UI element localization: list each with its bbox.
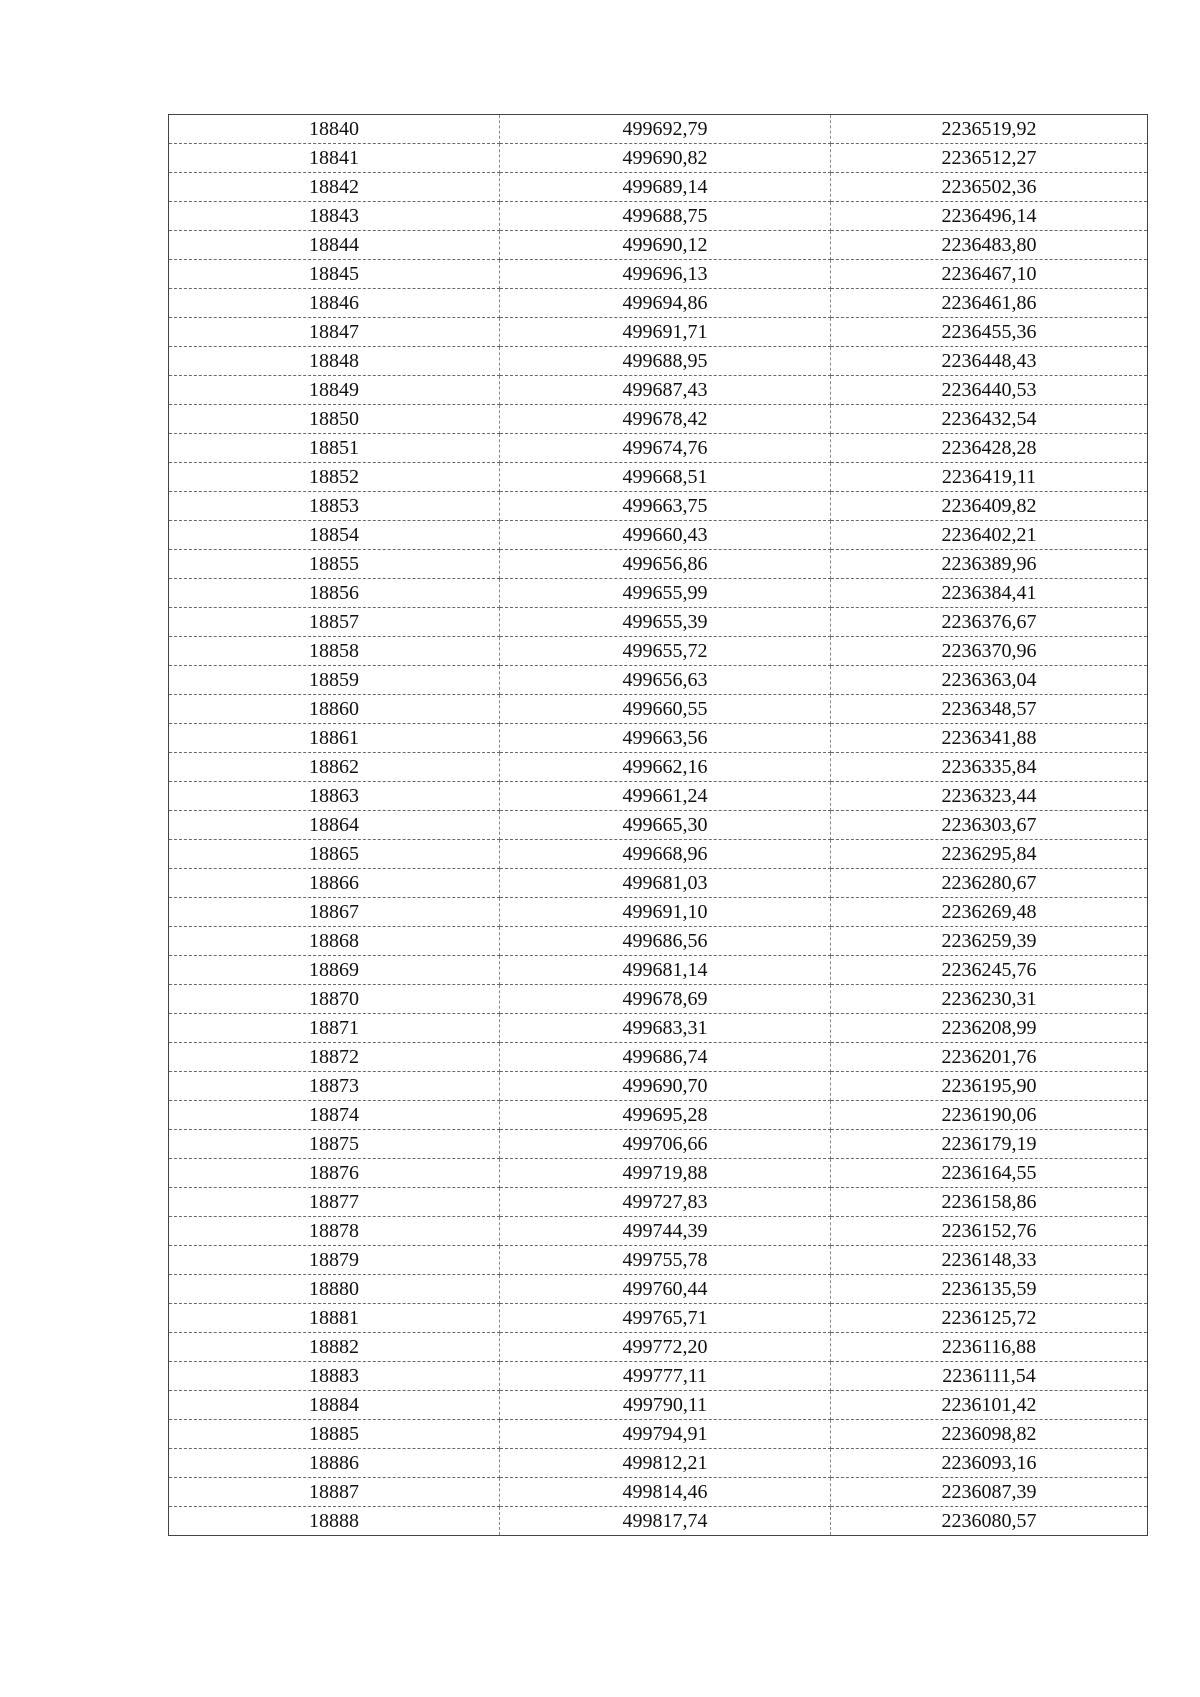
- x-coordinate-cell: 499692,79: [500, 115, 831, 144]
- y-coordinate-cell: 2236376,67: [831, 608, 1148, 637]
- x-coordinate-cell: 499691,10: [500, 898, 831, 927]
- table-row: [169, 1072, 1148, 1101]
- y-coordinate-cell: 2236148,33: [831, 1246, 1148, 1275]
- table-row: [169, 115, 1148, 144]
- point-number-cell: 18878: [169, 1217, 500, 1246]
- table-row: [169, 869, 1148, 898]
- point-number-cell: 18855: [169, 550, 500, 579]
- x-coordinate-cell: 499662,16: [500, 753, 831, 782]
- point-number-cell: 18860: [169, 695, 500, 724]
- point-number-cell: 18874: [169, 1101, 500, 1130]
- x-coordinate-cell: 499655,99: [500, 579, 831, 608]
- y-coordinate-cell: 2236461,86: [831, 289, 1148, 318]
- table-row: [169, 1130, 1148, 1159]
- y-coordinate-cell: 2236384,41: [831, 579, 1148, 608]
- x-coordinate-cell: 499674,76: [500, 434, 831, 463]
- point-number-cell: 18886: [169, 1449, 500, 1478]
- table-row: [169, 608, 1148, 637]
- x-coordinate-cell: 499656,63: [500, 666, 831, 695]
- y-coordinate-cell: 2236363,04: [831, 666, 1148, 695]
- x-coordinate-cell: 499772,20: [500, 1333, 831, 1362]
- x-coordinate-cell: 499686,56: [500, 927, 831, 956]
- table-row: [169, 1246, 1148, 1275]
- table-row: [169, 521, 1148, 550]
- point-number-cell: 18864: [169, 811, 500, 840]
- point-number-cell: 18875: [169, 1130, 500, 1159]
- x-coordinate-cell: 499668,96: [500, 840, 831, 869]
- point-number-cell: 18867: [169, 898, 500, 927]
- coordinates-table: [168, 114, 1148, 1536]
- table-row: [169, 231, 1148, 260]
- table-row: [169, 1043, 1148, 1072]
- x-coordinate-cell: 499690,70: [500, 1072, 831, 1101]
- y-coordinate-cell: 2236370,96: [831, 637, 1148, 666]
- point-number-cell: 18872: [169, 1043, 500, 1072]
- table-row: [169, 1449, 1148, 1478]
- table-row: [169, 898, 1148, 927]
- y-coordinate-cell: 2236269,48: [831, 898, 1148, 927]
- point-number-cell: 18848: [169, 347, 500, 376]
- point-number-cell: 18880: [169, 1275, 500, 1304]
- coordinates-table-body: [169, 115, 1148, 1536]
- y-coordinate-cell: 2236280,67: [831, 869, 1148, 898]
- table-row: [169, 1014, 1148, 1043]
- y-coordinate-cell: 2236164,55: [831, 1159, 1148, 1188]
- point-number-cell: 18852: [169, 463, 500, 492]
- point-number-cell: 18879: [169, 1246, 500, 1275]
- y-coordinate-cell: 2236087,39: [831, 1478, 1148, 1507]
- table-row: [169, 1362, 1148, 1391]
- point-number-cell: 18859: [169, 666, 500, 695]
- x-coordinate-cell: 499817,74: [500, 1507, 831, 1536]
- x-coordinate-cell: 499655,72: [500, 637, 831, 666]
- point-number-cell: 18856: [169, 579, 500, 608]
- x-coordinate-cell: 499655,39: [500, 608, 831, 637]
- point-number-cell: 18873: [169, 1072, 500, 1101]
- point-number-cell: 18844: [169, 231, 500, 260]
- y-coordinate-cell: 2236259,39: [831, 927, 1148, 956]
- point-number-cell: 18865: [169, 840, 500, 869]
- table-row: [169, 811, 1148, 840]
- x-coordinate-cell: 499719,88: [500, 1159, 831, 1188]
- point-number-cell: 18850: [169, 405, 500, 434]
- x-coordinate-cell: 499686,74: [500, 1043, 831, 1072]
- y-coordinate-cell: 2236125,72: [831, 1304, 1148, 1333]
- y-coordinate-cell: 2236409,82: [831, 492, 1148, 521]
- point-number-cell: 18885: [169, 1420, 500, 1449]
- x-coordinate-cell: 499660,55: [500, 695, 831, 724]
- x-coordinate-cell: 499661,24: [500, 782, 831, 811]
- table-row: [169, 1275, 1148, 1304]
- y-coordinate-cell: 2236419,11: [831, 463, 1148, 492]
- point-number-cell: 18849: [169, 376, 500, 405]
- y-coordinate-cell: 2236323,44: [831, 782, 1148, 811]
- y-coordinate-cell: 2236512,27: [831, 144, 1148, 173]
- point-number-cell: 18841: [169, 144, 500, 173]
- table-row: [169, 782, 1148, 811]
- y-coordinate-cell: 2236455,36: [831, 318, 1148, 347]
- table-row: [169, 289, 1148, 318]
- x-coordinate-cell: 499656,86: [500, 550, 831, 579]
- table-row: [169, 202, 1148, 231]
- table-row: [169, 1188, 1148, 1217]
- table-row: [169, 724, 1148, 753]
- point-number-cell: 18842: [169, 173, 500, 202]
- x-coordinate-cell: 499690,12: [500, 231, 831, 260]
- point-number-cell: 18861: [169, 724, 500, 753]
- y-coordinate-cell: 2236448,43: [831, 347, 1148, 376]
- y-coordinate-cell: 2236335,84: [831, 753, 1148, 782]
- y-coordinate-cell: 2236111,54: [831, 1362, 1148, 1391]
- y-coordinate-cell: 2236303,67: [831, 811, 1148, 840]
- table-row: [169, 666, 1148, 695]
- y-coordinate-cell: 2236496,14: [831, 202, 1148, 231]
- y-coordinate-cell: 2236135,59: [831, 1275, 1148, 1304]
- y-coordinate-cell: 2236195,90: [831, 1072, 1148, 1101]
- x-coordinate-cell: 499691,71: [500, 318, 831, 347]
- x-coordinate-cell: 499727,83: [500, 1188, 831, 1217]
- point-number-cell: 18863: [169, 782, 500, 811]
- point-number-cell: 18870: [169, 985, 500, 1014]
- point-number-cell: 18858: [169, 637, 500, 666]
- table-row: [169, 144, 1148, 173]
- x-coordinate-cell: 499663,75: [500, 492, 831, 521]
- x-coordinate-cell: 499678,42: [500, 405, 831, 434]
- table-row: [169, 753, 1148, 782]
- y-coordinate-cell: 2236440,53: [831, 376, 1148, 405]
- table-row: [169, 434, 1148, 463]
- y-coordinate-cell: 2236402,21: [831, 521, 1148, 550]
- x-coordinate-cell: 499777,11: [500, 1362, 831, 1391]
- y-coordinate-cell: 2236101,42: [831, 1391, 1148, 1420]
- y-coordinate-cell: 2236483,80: [831, 231, 1148, 260]
- point-number-cell: 18869: [169, 956, 500, 985]
- y-coordinate-cell: 2236432,54: [831, 405, 1148, 434]
- table-row: [169, 579, 1148, 608]
- x-coordinate-cell: 499687,43: [500, 376, 831, 405]
- y-coordinate-cell: 2236179,19: [831, 1130, 1148, 1159]
- table-row: [169, 1304, 1148, 1333]
- y-coordinate-cell: 2236389,96: [831, 550, 1148, 579]
- table-row: [169, 376, 1148, 405]
- x-coordinate-cell: 499812,21: [500, 1449, 831, 1478]
- x-coordinate-cell: 499694,86: [500, 289, 831, 318]
- point-number-cell: 18853: [169, 492, 500, 521]
- point-number-cell: 18881: [169, 1304, 500, 1333]
- table-row: [169, 550, 1148, 579]
- y-coordinate-cell: 2236080,57: [831, 1507, 1148, 1536]
- table-row: [169, 985, 1148, 1014]
- x-coordinate-cell: 499765,71: [500, 1304, 831, 1333]
- y-coordinate-cell: 2236093,16: [831, 1449, 1148, 1478]
- point-number-cell: 18866: [169, 869, 500, 898]
- point-number-cell: 18857: [169, 608, 500, 637]
- y-coordinate-cell: 2236208,99: [831, 1014, 1148, 1043]
- point-number-cell: 18854: [169, 521, 500, 550]
- table-row: [169, 1478, 1148, 1507]
- x-coordinate-cell: 499681,03: [500, 869, 831, 898]
- x-coordinate-cell: 499683,31: [500, 1014, 831, 1043]
- point-number-cell: 18876: [169, 1159, 500, 1188]
- y-coordinate-cell: 2236098,82: [831, 1420, 1148, 1449]
- x-coordinate-cell: 499790,11: [500, 1391, 831, 1420]
- y-coordinate-cell: 2236295,84: [831, 840, 1148, 869]
- table-row: [169, 492, 1148, 521]
- point-number-cell: 18887: [169, 1478, 500, 1507]
- x-coordinate-cell: 499660,43: [500, 521, 831, 550]
- table-row: [169, 347, 1148, 376]
- x-coordinate-cell: 499690,82: [500, 144, 831, 173]
- table-row: [169, 695, 1148, 724]
- x-coordinate-cell: 499755,78: [500, 1246, 831, 1275]
- table-row: [169, 405, 1148, 434]
- point-number-cell: 18846: [169, 289, 500, 318]
- table-row: [169, 637, 1148, 666]
- y-coordinate-cell: 2236428,28: [831, 434, 1148, 463]
- x-coordinate-cell: 499689,14: [500, 173, 831, 202]
- y-coordinate-cell: 2236348,57: [831, 695, 1148, 724]
- table-row: [169, 840, 1148, 869]
- point-number-cell: 18868: [169, 927, 500, 956]
- y-coordinate-cell: 2236158,86: [831, 1188, 1148, 1217]
- x-coordinate-cell: 499668,51: [500, 463, 831, 492]
- table-row: [169, 1333, 1148, 1362]
- point-number-cell: 18877: [169, 1188, 500, 1217]
- y-coordinate-cell: 2236519,92: [831, 115, 1148, 144]
- point-number-cell: 18884: [169, 1391, 500, 1420]
- x-coordinate-cell: 499678,69: [500, 985, 831, 1014]
- x-coordinate-cell: 499688,95: [500, 347, 831, 376]
- point-number-cell: 18847: [169, 318, 500, 347]
- table-row: [169, 318, 1148, 347]
- x-coordinate-cell: 499688,75: [500, 202, 831, 231]
- point-number-cell: 18871: [169, 1014, 500, 1043]
- table-row: [169, 463, 1148, 492]
- point-number-cell: 18882: [169, 1333, 500, 1362]
- point-number-cell: 18862: [169, 753, 500, 782]
- table-row: [169, 1101, 1148, 1130]
- y-coordinate-cell: 2236116,88: [831, 1333, 1148, 1362]
- point-number-cell: 18845: [169, 260, 500, 289]
- table-row: [169, 1391, 1148, 1420]
- table-row: [169, 1420, 1148, 1449]
- table-row: [169, 260, 1148, 289]
- y-coordinate-cell: 2236245,76: [831, 956, 1148, 985]
- point-number-cell: 18851: [169, 434, 500, 463]
- x-coordinate-cell: 499665,30: [500, 811, 831, 840]
- x-coordinate-cell: 499663,56: [500, 724, 831, 753]
- x-coordinate-cell: 499706,66: [500, 1130, 831, 1159]
- x-coordinate-cell: 499760,44: [500, 1275, 831, 1304]
- point-number-cell: 18888: [169, 1507, 500, 1536]
- x-coordinate-cell: 499681,14: [500, 956, 831, 985]
- y-coordinate-cell: 2236152,76: [831, 1217, 1148, 1246]
- point-number-cell: 18883: [169, 1362, 500, 1391]
- y-coordinate-cell: 2236201,76: [831, 1043, 1148, 1072]
- x-coordinate-cell: 499744,39: [500, 1217, 831, 1246]
- y-coordinate-cell: 2236467,10: [831, 260, 1148, 289]
- table-row: [169, 1217, 1148, 1246]
- y-coordinate-cell: 2236341,88: [831, 724, 1148, 753]
- x-coordinate-cell: 499696,13: [500, 260, 831, 289]
- table-row: [169, 1159, 1148, 1188]
- table-row: [169, 173, 1148, 202]
- point-number-cell: 18843: [169, 202, 500, 231]
- table-row: [169, 1507, 1148, 1536]
- y-coordinate-cell: 2236502,36: [831, 173, 1148, 202]
- table-row: [169, 927, 1148, 956]
- point-number-cell: 18840: [169, 115, 500, 144]
- x-coordinate-cell: 499794,91: [500, 1420, 831, 1449]
- x-coordinate-cell: 499814,46: [500, 1478, 831, 1507]
- y-coordinate-cell: 2236230,31: [831, 985, 1148, 1014]
- table-row: [169, 956, 1148, 985]
- x-coordinate-cell: 499695,28: [500, 1101, 831, 1130]
- y-coordinate-cell: 2236190,06: [831, 1101, 1148, 1130]
